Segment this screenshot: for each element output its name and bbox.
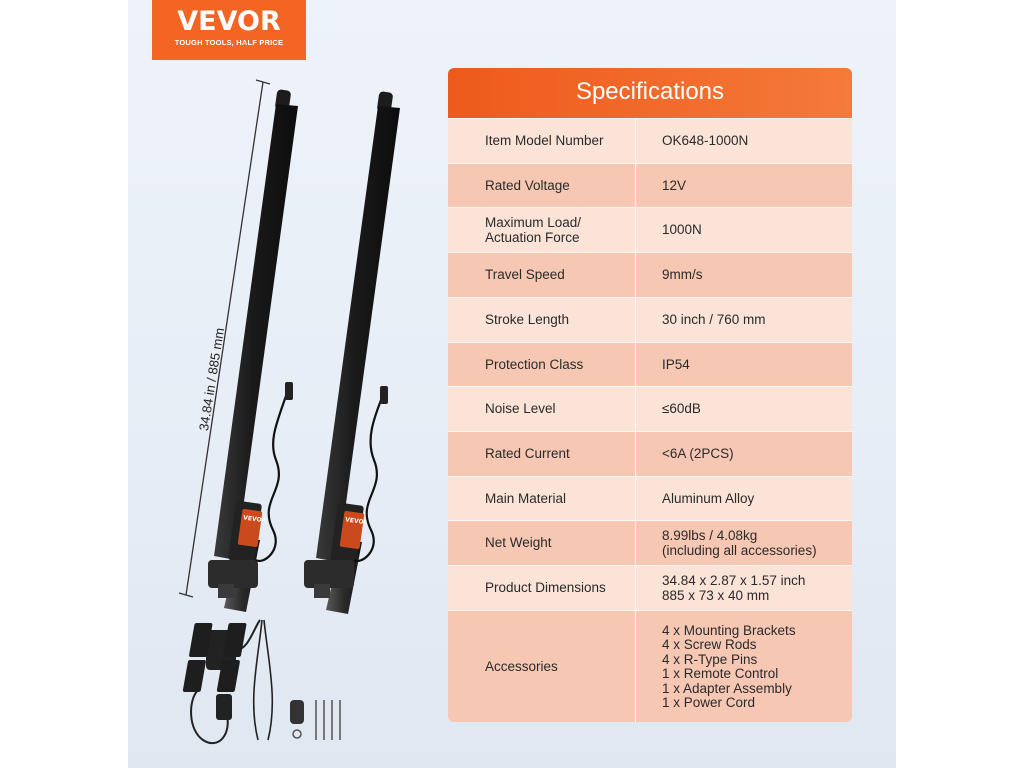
spec-row <box>448 565 852 611</box>
spec-label: Rated Voltage <box>448 164 636 208</box>
spec-label: Stroke Length <box>448 298 636 343</box>
spec-row <box>448 386 852 432</box>
motor-label-left: VEVOR <box>242 514 267 525</box>
specifications-table <box>448 68 852 722</box>
motor-label-right: VEVOR <box>344 516 369 527</box>
specifications-title: Specifications <box>448 68 852 118</box>
spec-value: 12V <box>662 177 687 193</box>
actuator-illustration <box>128 60 448 768</box>
accessories-illustration <box>183 620 340 743</box>
dimension-label: 34.84 in / 885 mm <box>196 326 228 432</box>
product-image <box>128 0 896 768</box>
spec-label: Product Dimensions <box>448 566 636 611</box>
spec-label: Rated Current <box>448 432 636 477</box>
spec-value: 30 inch / 760 mm <box>662 312 766 328</box>
actuator-right <box>304 91 400 614</box>
spec-value: 1000N <box>662 222 702 238</box>
brand-logo <box>152 0 306 60</box>
spec-row <box>448 297 852 343</box>
spec-row <box>448 610 852 722</box>
spec-label: Item Model Number <box>448 119 636 164</box>
spec-value: IP54 <box>662 356 690 372</box>
spec-row <box>448 431 852 477</box>
spec-value: Aluminum Alloy <box>662 490 755 506</box>
spec-label: Maximum Load/ Actuation Force <box>448 208 636 253</box>
spec-value: 9mm/s <box>662 267 703 283</box>
spec-label: Accessories <box>448 611 636 722</box>
spec-row <box>448 520 852 566</box>
spec-row <box>448 342 852 387</box>
spec-label: Travel Speed <box>448 253 636 298</box>
spec-label: Net Weight <box>448 521 636 566</box>
spec-value: ≤60dB <box>662 401 701 417</box>
spec-label: Protection Class <box>448 343 636 387</box>
spec-row <box>448 476 852 521</box>
spec-value: <6A (2PCS) <box>662 446 734 462</box>
spec-value: 8.99lbs / 4.08kg (including all accessories) <box>662 528 817 558</box>
spec-row <box>448 118 852 164</box>
spec-label: Noise Level <box>448 387 636 432</box>
spec-row <box>448 207 852 253</box>
brand-tagline: TOUGH TOOLS, HALF PRICE <box>174 38 284 47</box>
brand-name: VEVOR <box>177 6 281 37</box>
spec-value: OK648-1000N <box>662 133 749 149</box>
spec-label: Main Material <box>448 477 636 521</box>
spec-row <box>448 252 852 298</box>
spec-row <box>448 163 852 208</box>
spec-value: 4 x Mounting Brackets 4 x Screw Rods 4 x R-Type Pins 1 x Remote Control 1 x Adapter Assembly 1 x Power Cord <box>662 622 796 710</box>
spec-value: 34.84 x 2.87 x 1.57 inch 885 x 73 x 40 mm <box>662 573 806 603</box>
